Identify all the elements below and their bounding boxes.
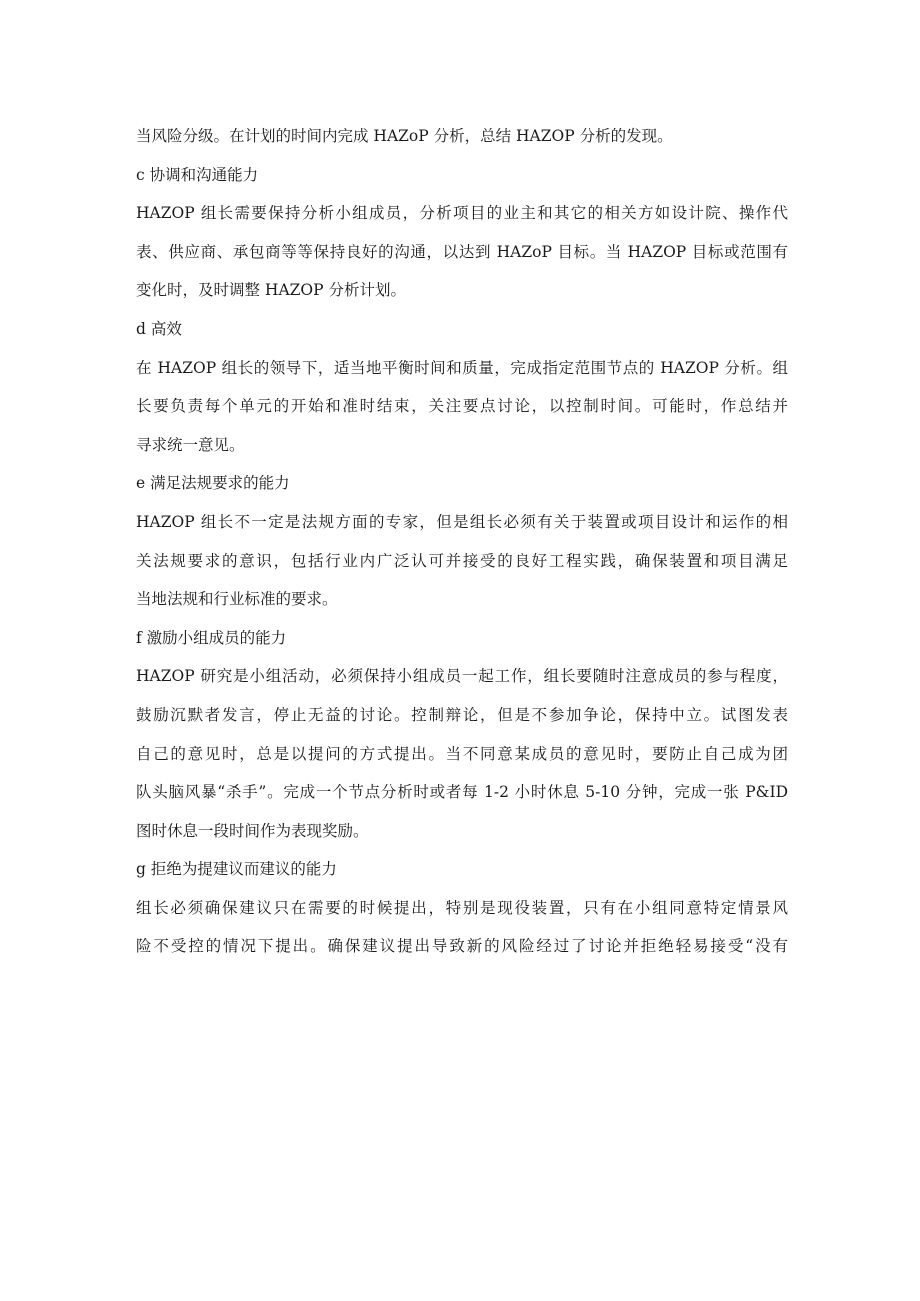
paragraph-line: 长要负责每个单元的开始和准时结束，关注要点讨论，以控制时间。可能时，作总结并: [136, 397, 788, 416]
paragraph-line: 表、供应商、承包商等等保持良好的沟通，以达到 HAZoP 目标。当 HAZOP 目标或范围有: [136, 242, 788, 261]
paragraph-line: 在 HAZOP 组长的领导下，适当地平衡时间和质量，完成指定范围节点的 HAZOP 分析。组: [136, 358, 788, 377]
paragraph-line: 组长必须确保建议只在需要的时候提出，特别是现役装置，只有在小组同意特定情景风: [136, 898, 788, 917]
document-body: [136, 117, 788, 966]
section-heading-d: d 高效: [136, 319, 182, 338]
section-heading-f: f 激励小组成员的能力: [136, 628, 287, 647]
section-heading-c: c 协调和沟通能力: [136, 165, 259, 184]
section-heading-g: g 拒绝为提建议而建议的能力: [136, 860, 337, 879]
paragraph-line: 险不受控的情况下提出。确保建议提出导致新的风险经过了讨论并拒绝轻易接受“没有: [136, 937, 788, 956]
paragraph-line: 寻求统一意见。: [136, 435, 245, 454]
paragraph-line: 当风险分级。在计划的时间内完成 HAZoP 分析，总结 HAZOP 分析的发现。: [136, 127, 673, 145]
paragraph-line: 变化时，及时调整 HAZOP 分析计划。: [136, 281, 406, 300]
paragraph-line: 自己的意见时，总是以提问的方式提出。当不同意某成员的意见时，要防止自己成为团: [136, 744, 788, 763]
paragraph-line: HAZOP 组长需要保持分析小组成员，分析项目的业主和其它的相关方如设计院、操作代: [136, 204, 788, 223]
paragraph-line: 鼓励沉默者发言，停止无益的讨论。控制辩论，但是不参加争论，保持中立。试图发表: [136, 705, 788, 724]
paragraph-line: 队头脑风暴“杀手”。完成一个节点分析时或者每 1-2 小时休息 5-10 分钟，完成一张 P&ID: [136, 783, 788, 802]
paragraph-line: 关法规要求的意识，包括行业内广泛认可并接受的良好工程实践，确保装置和项目满足: [136, 551, 788, 570]
paragraph-line: HAZOP 组长不一定是法规方面的专家，但是组长必须有关于装置或项目设计和运作的相: [136, 512, 788, 531]
paragraph-line: 当地法规和行业标准的要求。: [136, 590, 338, 609]
paragraph-line: 图时休息一段时间作为表现奖励。: [136, 821, 369, 840]
paragraph-line: HAZOP 研究是小组活动，必须保持小组成员一起工作，组长要随时注意成员的参与程度，: [136, 667, 788, 686]
section-heading-e: e 满足法规要求的能力: [136, 474, 290, 493]
